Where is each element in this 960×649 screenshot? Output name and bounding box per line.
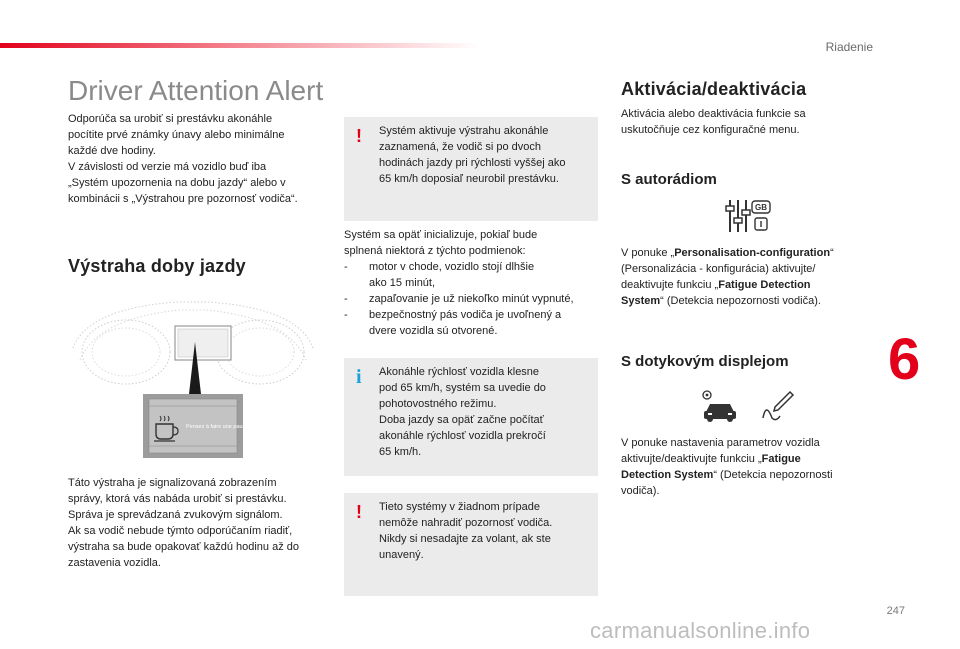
reinit-text: Systém sa opäť inicializuje, pokiaľ bude splnená niektorá z týchto podmienok: - motor v chode, vozidlo stojí dlhšie ako 15 minút, - zapaľovanie je už niekoľko minút vypnuté, - bezpečnostný pás vodiča je uvoľnený a dvere vozidla sú otvorené. — [344, 227, 600, 339]
page-number: 247 — [886, 605, 905, 617]
touch-pen-icon — [760, 388, 796, 424]
info-note: i Akonáhle rýchlosť vozidla klesne pod 65 km/h, systém sa uvedie do pohotovostného režimu. Doba jazdy sa opäť začne počítať akonáhle rýchlosť vozidla prekročí 65 km/h. — [344, 358, 598, 476]
warning-icon: ! — [356, 502, 362, 522]
chapter-number: 6 — [888, 327, 921, 392]
warning-body-text: Táto výstraha je signalizovaná zobrazením správy, ktorá vás nabáda urobiť si prestávku. Správa je sprevádzaná zvukovým signálom. Ak sa vodič nebude týmto odporúčaním riadiť, výstraha sa bude opakovať každú hodinu až do zastavenia vozidla. — [68, 477, 300, 569]
section-title-activation: Aktivácia/deaktivácia — [621, 79, 807, 99]
section-name: Riadenie — [825, 40, 873, 54]
watermark[interactable]: carmanualsonline.info — [590, 618, 811, 643]
activation-intro: Aktivácia alebo deaktivácia funkcie sa uskutočňuje cez konfiguračné menu. — [621, 108, 806, 136]
intro-text: Odporúča sa urobiť si prestávku akonáhle pocítite prvé známky únavy alebo minimálne každé dve hodiny. V závislosti od verzie má vozidlo buď iba „Systém upozornenia na dobu jazdy“ alebo v kombinácii s „Výstrahou pre pozornosť vodiča“. — [68, 113, 298, 205]
section-title-warning: Výstraha doby jazdy — [68, 256, 246, 276]
list-item: - motor v chode, vozidlo stojí dlhšie ako 15 minút, — [344, 261, 535, 289]
subsection-title-touchscreen: S dotykovým displejom — [621, 353, 789, 370]
list-item: - bezpečnostný pás vodiča je uvoľnený a dvere vozidla sú otvorené. — [344, 309, 562, 337]
radio-instructions: V ponuke „Personalisation-configuration“ (Personalizácia - konfigurácia) aktivujte/ deaktivujte funkciu „Fatigue Detection System“ (Detekcia nepozornosti vodiča). — [621, 247, 834, 307]
info-icon: i — [356, 366, 362, 388]
warning-icon: ! — [356, 126, 362, 146]
list-item: - zapaľovanie je už niekoľko minút vypnuté, — [344, 293, 574, 305]
settings-sliders-icon — [724, 196, 772, 236]
top-accent-bar — [0, 43, 480, 48]
subsection-title-radio: S autorádiom — [621, 171, 717, 188]
display-message: Pensez à faire une pause — [186, 424, 249, 430]
warning-note-1: ! Systém aktivuje výstrahu akonáhle zaznamená, že vodič si po dvoch hodinách jazdy pri rýchlosti vyššej ako 65 km/h doposiaľ neurobil prestávku. — [344, 117, 598, 221]
instrument-cluster-illustration — [68, 300, 318, 460]
page-title: Driver Attention Alert — [68, 75, 324, 106]
language-badge: GB — [755, 203, 767, 212]
car-settings-icon — [700, 388, 740, 424]
touchscreen-instructions: V ponuke nastavenia parametrov vozidla aktivujte/deaktivujte funkciu „Fatigue Detection System“ (Detekcia nepozornosti vodiča). — [621, 437, 833, 497]
warning-note-2: ! Tieto systémy v žiadnom prípade nemôže nahradiť pozornosť vodiča. Nikdy si nesadajte za volant, ak ste unavený. — [344, 493, 598, 596]
